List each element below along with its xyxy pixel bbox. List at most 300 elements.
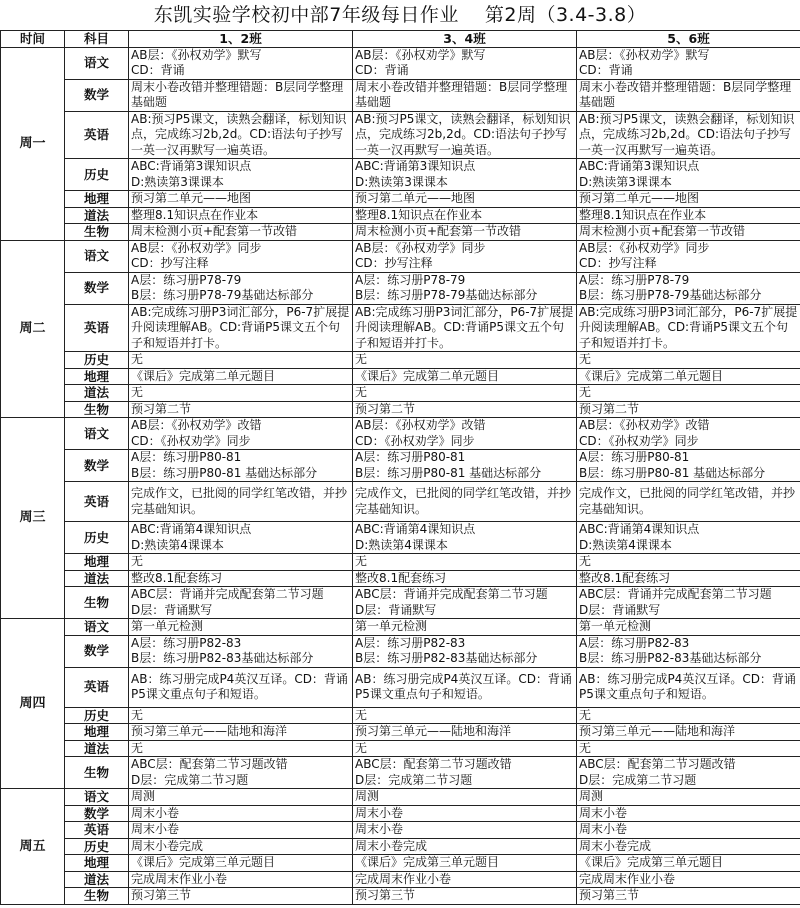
homework-line: 周末小卷改错并整理错题：B层同学整理基础题 (131, 79, 344, 109)
homework-line: AB层：《孙权劝学》改错 (579, 418, 710, 432)
homework-line: 《课后》完成第三单元题目 (131, 855, 276, 869)
homework-cell-class-5-6 (577, 554, 800, 571)
subject-label: 生物 (65, 587, 129, 619)
subject-label: 历史 (65, 707, 129, 724)
subject-label: 道法 (65, 871, 129, 888)
homework-cell-class-3-4 (353, 79, 577, 111)
subject-label: 历史 (65, 159, 129, 191)
homework-line: 周末小卷 (579, 822, 628, 836)
homework-line: 周末小卷改错并整理错题：B层同学整理基础题 (579, 79, 792, 109)
homework-line: 完成作文，已批阅的同学红笔改错，并抄完基础知识。 (131, 486, 348, 516)
homework-cell-class-3-4 (353, 757, 577, 789)
homework-cell-class-3-4 (353, 554, 577, 571)
table-row (1, 224, 800, 241)
homework-line: A层：练习册P78-79 (579, 272, 690, 287)
homework-cell-class-1-2 (129, 111, 353, 159)
table-row (1, 79, 800, 111)
homework-cell-class-5-6 (577, 822, 800, 839)
homework-line: D层：背诵默写 (355, 602, 437, 617)
homework-line: 预习第二节 (579, 401, 640, 416)
homework-cell-class-1-2 (129, 482, 353, 522)
homework-cell-class-1-2 (129, 191, 353, 208)
homework-cell-class-5-6 (577, 159, 800, 191)
homework-line: ABC:背诵第3课知识点 (355, 159, 476, 173)
subject-label: 英语 (65, 482, 129, 522)
homework-cell-class-1-2 (129, 304, 353, 352)
homework-line: A层：练习册P80-81 (355, 450, 466, 464)
homework-line: CD：《孙权劝学》同步 (579, 433, 699, 448)
homework-line: 无 (355, 352, 368, 366)
homework-cell-class-1-2 (129, 224, 353, 241)
homework-cell-class-5-6 (577, 111, 800, 159)
homework-cell-class-3-4 (353, 207, 577, 224)
homework-line: 整理8.1知识点在作业本 (355, 207, 483, 222)
homework-line: 周末小卷 (355, 822, 404, 836)
table-row (1, 757, 800, 789)
table-row (1, 272, 800, 304)
homework-cell-class-3-4 (353, 450, 577, 482)
homework-line: A层：练习册P82-83 (355, 635, 466, 650)
homework-line: 周末小卷完成 (131, 838, 204, 853)
homework-line: 周测 (579, 789, 604, 803)
homework-line: 预习第二单元——地图 (131, 191, 252, 205)
homework-line: 《课后》完成第二单元题目 (131, 368, 276, 383)
homework-cell-class-3-4 (353, 352, 577, 369)
subject-label: 道法 (65, 740, 129, 757)
homework-line: 周末检测小页+配套第一节改错 (131, 224, 298, 238)
homework-cell-class-5-6 (577, 401, 800, 418)
homework-line: 《课后》完成第三单元题目 (579, 855, 724, 869)
homework-line: ABC:背诵第3课知识点 (131, 159, 252, 173)
homework-cell-class-3-4 (353, 368, 577, 385)
page-title: 东凯实验学校初中部7年级每日作业 第2周（3.4-3.8） (153, 4, 647, 26)
homework-line: 无 (579, 554, 592, 568)
homework-cell-class-1-2 (129, 570, 353, 587)
homework-line: D:熟读第4课课本 (579, 537, 672, 552)
homework-line: 无 (355, 385, 368, 399)
homework-cell-class-1-2 (129, 740, 353, 757)
homework-line: 整理8.1知识点在作业本 (579, 207, 707, 222)
homework-cell-class-5-6 (577, 635, 800, 667)
homework-line: 整改8.1配套练习 (131, 570, 223, 585)
homework-cell-class-1-2 (129, 888, 353, 905)
homework-line: AB:完成练习册P3词汇部分，P6-7扩展提升阅读理解AB。CD:背诵P5课文五个句子和短语并打卡。 (355, 304, 574, 350)
homework-line: 无 (579, 707, 592, 722)
homework-line: AB层：《孙权劝学》改错 (131, 418, 262, 432)
homework-line: 预习第三单元——陆地和海洋 (579, 724, 736, 738)
subject-label: 地理 (65, 724, 129, 741)
table-row (1, 159, 800, 191)
homework-cell-class-5-6 (577, 871, 800, 888)
homework-line: AB:预习P5课文，读熟会翻译，标划知识点，完成练习2b,2d。CD:语法句子抄写一英一汉再默写一遍英语。 (355, 111, 571, 157)
homework-line: 完成周末作业小卷 (355, 871, 452, 886)
homework-line: 预习第三单元——陆地和海洋 (355, 724, 512, 738)
homework-cell-class-5-6 (577, 450, 800, 482)
table-row (1, 724, 800, 741)
homework-line: 无 (131, 740, 144, 755)
homework-cell-class-1-2 (129, 368, 353, 385)
homework-line: CD：《孙权劝学》同步 (355, 433, 475, 448)
homework-line: ABC:背诵第3课知识点 (579, 159, 700, 173)
homework-line: 预习第二节 (355, 401, 416, 416)
homework-line: A层：练习册P80-81 (579, 450, 690, 464)
homework-cell-class-5-6 (577, 888, 800, 905)
homework-cell-class-3-4 (353, 789, 577, 806)
homework-cell-class-5-6 (577, 482, 800, 522)
table-row (1, 789, 800, 806)
homework-line: 预习第二单元——地图 (355, 191, 476, 205)
table-row (1, 635, 800, 667)
homework-line: A层：练习册P82-83 (131, 635, 242, 650)
homework-line: CD：抄写注释 (131, 256, 209, 270)
homework-line: 无 (579, 740, 592, 755)
table-row (1, 450, 800, 482)
homework-line: ABC层：背诵并完成配套第二节习题 (355, 587, 548, 601)
subject-label: 英语 (65, 304, 129, 352)
homework-line: 周末小卷完成 (355, 838, 428, 853)
homework-cell-class-1-2 (129, 724, 353, 741)
table-row (1, 822, 800, 839)
homework-line: 预习第二节 (131, 401, 192, 416)
subject-label: 数学 (65, 805, 129, 822)
homework-line: AB层：《孙权劝学》同步 (579, 240, 710, 255)
homework-line: AB层：《孙权劝学》改错 (355, 418, 486, 432)
homework-cell-class-1-2 (129, 707, 353, 724)
table-row (1, 805, 800, 822)
homework-cell-class-5-6 (577, 304, 800, 352)
subject-label: 语文 (65, 418, 129, 450)
subject-label: 数学 (65, 635, 129, 667)
table-row (1, 855, 800, 872)
homework-line: 周末检测小页+配套第一节改错 (355, 224, 522, 238)
homework-cell-class-5-6 (577, 838, 800, 855)
homework-cell-class-3-4 (353, 838, 577, 855)
subject-label: 地理 (65, 855, 129, 872)
table-row (1, 587, 800, 619)
homework-cell-class-5-6 (577, 619, 800, 636)
homework-line: A层：练习册P82-83 (579, 635, 690, 650)
homework-cell-class-1-2 (129, 805, 353, 822)
homework-cell-class-3-4 (353, 822, 577, 839)
table-row (1, 368, 800, 385)
homework-line: 无 (355, 740, 368, 755)
table-row (1, 111, 800, 159)
homework-line: AB层：《孙权劝学》同步 (131, 240, 262, 255)
homework-line: 整改8.1配套练习 (579, 570, 671, 585)
homework-cell-class-1-2 (129, 554, 353, 571)
table-row (1, 619, 800, 636)
header-class-5-6: 5、6班 (577, 31, 800, 48)
subject-label: 历史 (65, 522, 129, 554)
table-row (1, 871, 800, 888)
homework-cell-class-3-4 (353, 522, 577, 554)
homework-cell-class-1-2 (129, 418, 353, 450)
homework-line: ABC:背诵第4课知识点 (355, 522, 476, 536)
homework-line: 《课后》完成第二单元题目 (579, 368, 724, 383)
header-class-3-4: 3、4班 (353, 31, 577, 48)
homework-line: ABC层：背诵并完成配套第二节习题 (579, 587, 772, 601)
table-row (1, 838, 800, 855)
subject-label: 数学 (65, 450, 129, 482)
homework-cell-class-3-4 (353, 47, 577, 79)
homework-cell-class-5-6 (577, 757, 800, 789)
homework-cell-class-5-6 (577, 207, 800, 224)
homework-cell-class-5-6 (577, 240, 800, 272)
day-label: 周五 (1, 789, 65, 905)
subject-label: 生物 (65, 224, 129, 241)
subject-label: 英语 (65, 667, 129, 707)
header-row (1, 31, 800, 48)
table-row (1, 191, 800, 208)
homework-cell-class-5-6 (577, 418, 800, 450)
subject-label: 地理 (65, 191, 129, 208)
homework-cell-class-3-4 (353, 619, 577, 636)
table-row (1, 240, 800, 272)
homework-cell-class-1-2 (129, 207, 353, 224)
homework-cell-class-5-6 (577, 855, 800, 872)
subject-label: 英语 (65, 822, 129, 839)
homework-line: D层：完成第二节习题 (131, 772, 249, 787)
homework-cell-class-3-4 (353, 240, 577, 272)
homework-line: 第一单元检测 (579, 619, 652, 633)
subject-label: 地理 (65, 554, 129, 571)
homework-line: 无 (131, 352, 144, 366)
homework-line: D层：完成第二节习题 (355, 772, 473, 787)
homework-line: 第一单元检测 (355, 619, 428, 633)
homework-cell-class-3-4 (353, 224, 577, 241)
homework-line: A层：练习册P78-79 (355, 272, 466, 287)
homework-line: 周末小卷 (131, 805, 180, 820)
homework-line: 周末小卷改错并整理错题：B层同学整理基础题 (355, 79, 568, 109)
homework-cell-class-3-4 (353, 191, 577, 208)
homework-line: 完成周末作业小卷 (579, 871, 676, 886)
homework-line: 无 (579, 352, 592, 366)
header-subject: 科目 (65, 31, 129, 48)
subject-label: 历史 (65, 838, 129, 855)
homework-cell-class-1-2 (129, 667, 353, 707)
homework-line: ABC:背诵第4课知识点 (131, 522, 252, 536)
homework-line: D:熟读第3课课本 (131, 174, 224, 189)
homework-cell-class-1-2 (129, 822, 353, 839)
homework-line: CD：背诵 (579, 63, 633, 77)
subject-label: 数学 (65, 272, 129, 304)
homework-line: 无 (131, 554, 144, 568)
homework-line: 无 (131, 707, 144, 722)
homework-cell-class-3-4 (353, 159, 577, 191)
homework-line: 无 (579, 385, 592, 399)
homework-cell-class-3-4 (353, 401, 577, 418)
table-row (1, 304, 800, 352)
header-class-1-2: 1、2班 (129, 31, 353, 48)
homework-line: 周测 (355, 789, 380, 803)
homework-line: A层：练习册P80-81 (131, 450, 242, 464)
homework-cell-class-1-2 (129, 401, 353, 418)
homework-line: B层：练习册P82-83基础达标部分 (579, 651, 762, 665)
homework-line: AB:预习P5课文，读熟会翻译，标划知识点，完成练习2b,2d。CD:语法句子抄写一英一汉再默写一遍英语。 (131, 111, 347, 157)
homework-table (0, 30, 800, 905)
homework-line: B层：练习册P80-81 基础达标部分 (131, 465, 318, 480)
table-row (1, 554, 800, 571)
homework-cell-class-3-4 (353, 855, 577, 872)
homework-cell-class-1-2 (129, 385, 353, 402)
subject-label: 道法 (65, 570, 129, 587)
table-row (1, 207, 800, 224)
homework-cell-class-1-2 (129, 871, 353, 888)
homework-cell-class-1-2 (129, 352, 353, 369)
homework-line: CD：抄写注释 (579, 256, 657, 270)
homework-line: D:熟读第3课课本 (355, 174, 448, 189)
day-label: 周三 (1, 418, 65, 619)
homework-cell-class-5-6 (577, 352, 800, 369)
homework-line: B层：练习册P78-79基础达标部分 (579, 288, 762, 302)
homework-cell-class-5-6 (577, 740, 800, 757)
homework-cell-class-1-2 (129, 522, 353, 554)
homework-line: 预习第二单元——地图 (579, 191, 700, 205)
homework-cell-class-5-6 (577, 587, 800, 619)
homework-cell-class-3-4 (353, 587, 577, 619)
table-row (1, 570, 800, 587)
homework-line: CD：抄写注释 (355, 256, 433, 270)
homework-cell-class-1-2 (129, 635, 353, 667)
subject-label: 生物 (65, 401, 129, 418)
subject-label: 历史 (65, 352, 129, 369)
homework-line: 周末小卷 (131, 822, 180, 836)
homework-cell-class-1-2 (129, 272, 353, 304)
homework-line: 《课后》完成第二单元题目 (355, 368, 500, 383)
subject-label: 生物 (65, 888, 129, 905)
homework-cell-class-1-2 (129, 789, 353, 806)
homework-line: B层：练习册P80-81 基础达标部分 (579, 465, 766, 480)
homework-line: 无 (131, 385, 144, 399)
homework-line: AB：练习册完成P4英汉互译。CD：背诵P5课文重点句子和短语。 (131, 671, 348, 701)
subject-label: 道法 (65, 385, 129, 402)
homework-line: B层：练习册P80-81 基础达标部分 (355, 465, 542, 480)
homework-cell-class-5-6 (577, 522, 800, 554)
subject-label: 数学 (65, 79, 129, 111)
homework-cell-class-3-4 (353, 570, 577, 587)
homework-line: AB：练习册完成P4英汉互译。CD：背诵P5课文重点句子和短语。 (355, 671, 572, 701)
table-row (1, 740, 800, 757)
homework-cell-class-5-6 (577, 724, 800, 741)
homework-cell-class-3-4 (353, 111, 577, 159)
homework-line: 完成作文，已批阅的同学红笔改错，并抄完基础知识。 (355, 486, 572, 516)
homework-cell-class-3-4 (353, 418, 577, 450)
homework-line: 周测 (131, 789, 156, 803)
homework-line: 无 (355, 554, 368, 568)
homework-cell-class-5-6 (577, 224, 800, 241)
header-time: 时间 (1, 31, 65, 48)
homework-line: D:熟读第4课课本 (355, 537, 448, 552)
homework-cell-class-3-4 (353, 482, 577, 522)
homework-cell-class-5-6 (577, 789, 800, 806)
homework-line: 《课后》完成第三单元题目 (355, 855, 500, 869)
homework-line: ABC层：配套第二节习题改错 (355, 757, 512, 771)
day-label: 周一 (1, 47, 65, 240)
homework-cell-class-3-4 (353, 385, 577, 402)
homework-line: B层：练习册P82-83基础达标部分 (131, 651, 314, 665)
homework-line: CD：《孙权劝学》同步 (131, 433, 251, 448)
homework-cell-class-5-6 (577, 47, 800, 79)
table-row (1, 401, 800, 418)
homework-cell-class-5-6 (577, 191, 800, 208)
homework-line: AB:完成练习册P3词汇部分，P6-7扩展提升阅读理解AB。CD:背诵P5课文五个句子和短语并打卡。 (579, 304, 798, 350)
subject-label: 语文 (65, 240, 129, 272)
homework-line: B层：练习册P82-83基础达标部分 (355, 651, 538, 665)
homework-cell-class-5-6 (577, 79, 800, 111)
homework-cell-class-5-6 (577, 667, 800, 707)
homework-cell-class-5-6 (577, 368, 800, 385)
homework-cell-class-1-2 (129, 619, 353, 636)
subject-label: 地理 (65, 368, 129, 385)
homework-cell-class-1-2 (129, 79, 353, 111)
day-label: 周二 (1, 240, 65, 418)
homework-line: 周末小卷完成 (579, 838, 652, 853)
homework-line: 预习第三单元——陆地和海洋 (131, 724, 288, 738)
homework-cell-class-1-2 (129, 159, 353, 191)
homework-line: 整理8.1知识点在作业本 (131, 207, 259, 222)
homework-line: AB层：《孙权劝学》同步 (355, 240, 486, 255)
subject-label: 道法 (65, 207, 129, 224)
homework-line: AB层：《孙权劝学》默写 (131, 47, 262, 62)
homework-line: 预习第三节 (131, 888, 192, 902)
homework-line: 无 (355, 707, 368, 722)
homework-cell-class-3-4 (353, 888, 577, 905)
table-row (1, 352, 800, 369)
homework-line: D:熟读第3课课本 (579, 174, 672, 189)
homework-cell-class-1-2 (129, 757, 353, 789)
subject-label: 语文 (65, 789, 129, 806)
homework-line: D:熟读第4课课本 (131, 537, 224, 552)
homework-line: AB:完成练习册P3词汇部分，P6-7扩展提升阅读理解AB。CD:背诵P5课文五个句子和短语并打卡。 (131, 304, 350, 350)
table-row (1, 888, 800, 905)
homework-cell-class-3-4 (353, 740, 577, 757)
homework-cell-class-1-2 (129, 240, 353, 272)
homework-line: A层：练习册P78-79 (131, 272, 242, 287)
homework-line: D层：背诵默写 (131, 602, 213, 617)
homework-cell-class-1-2 (129, 855, 353, 872)
homework-line: B层：练习册P78-79基础达标部分 (131, 288, 314, 302)
homework-cell-class-3-4 (353, 805, 577, 822)
table-row (1, 418, 800, 450)
homework-line: 完成作文，已批阅的同学红笔改错，并抄完基础知识。 (579, 486, 796, 516)
homework-line: ABC层：配套第二节习题改错 (131, 757, 288, 771)
homework-cell-class-5-6 (577, 570, 800, 587)
homework-cell-class-3-4 (353, 635, 577, 667)
homework-cell-class-3-4 (353, 272, 577, 304)
homework-line: CD：背诵 (131, 63, 185, 77)
homework-cell-class-5-6 (577, 707, 800, 724)
homework-line: 周末检测小页+配套第一节改错 (579, 224, 746, 238)
homework-cell-class-3-4 (353, 724, 577, 741)
homework-cell-class-3-4 (353, 871, 577, 888)
subject-label: 生物 (65, 757, 129, 789)
homework-cell-class-1-2 (129, 587, 353, 619)
homework-cell-class-1-2 (129, 450, 353, 482)
homework-cell-class-3-4 (353, 667, 577, 707)
homework-line: 周末小卷 (579, 805, 628, 820)
day-label: 周四 (1, 619, 65, 789)
table-row (1, 385, 800, 402)
subject-label: 语文 (65, 47, 129, 79)
homework-line: B层：练习册P78-79基础达标部分 (355, 288, 538, 302)
homework-line: AB层：《孙权劝学》默写 (355, 47, 486, 62)
homework-cell-class-5-6 (577, 805, 800, 822)
homework-line: D层：完成第二节习题 (579, 772, 697, 787)
homework-line: AB:预习P5课文，读熟会翻译，标划知识点，完成练习2b,2d。CD:语法句子抄写一英一汉再默写一遍英语。 (579, 111, 795, 157)
homework-cell-class-1-2 (129, 838, 353, 855)
homework-line: 第一单元检测 (131, 619, 204, 633)
subject-label: 英语 (65, 111, 129, 159)
